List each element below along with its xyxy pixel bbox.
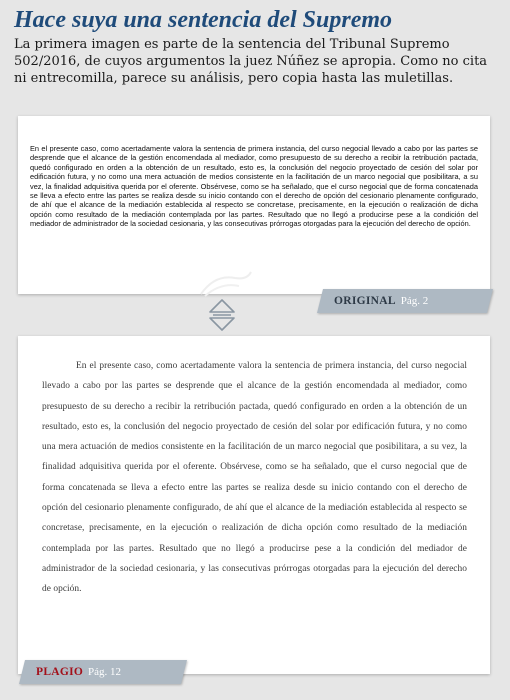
watermark-icon [195,268,255,298]
subheadline [14,36,499,87]
subheadline-line: La primera imagen es parte de la sentencia del Tribunal Supremo [14,37,450,52]
original-tag-page: Pág. 2 [400,295,429,307]
subheadline-line: 502/2016, de cuyos argumentos la juez Núñez se apropia. Como no cita [14,54,488,69]
original-tag-label: ORIGINAL [334,295,396,307]
subheadline-line: ni entrecomilla, parece su análisis, pero copia hasta las muletillas. [14,71,454,86]
plagio-tag-label: PLAGIO [36,666,84,678]
original-paragraph: En el presente caso, como acertadamente valora la sentencia de primera instancia, del curso negocial llevado a cabo por las partes se desprende que el alcance de la gestión encomendada al mediador, como presupuesto de su derecho a recibir la retribución pactada, quedó configurado en orden a la obtención de un resultado, esto es, la conclusión del negocio proyectado de cesión del solar por edificación futura, y no como una mera actuación de medios consistente en la facilitación de un marco negocial que posibilitara, a su vez, la finalidad adquisitiva querida por el oferente. Obsérvese, como se ha señalado, que el curso negocial que de forma concatenada se lleva a efecto entre las partes se realiza desde su inicio contando con el derecho de opción del cesionario plenamente configurado, de ahí que el alcance de la mediación establecida al respecto se concretase, precisamente, en la ejecución o realización de dicha opción como resultado de la mediación contemplada por las partes. Resultado que no llegó a producirse pese a la condición del mediador de administrador de la sociedad cesionaria, y las consecutivas prórrogas otorgadas para la ejecución del derecho de opción. [30,144,478,229]
up-down-arrow-icon [207,298,237,332]
plagio-document [18,336,490,674]
original-tag [317,289,493,313]
plagio-paragraph: En el presente caso, como acertadamente valora la sentencia de primera instancia, del curso negocial llevado a cabo por las partes se desprende que el alcance de la gestión encomendada al mediador, como presupuesto de su derecho a recibir la retribución pactada, quedó configurado en orden a la obtención de un resultado, esto es, la conclusión del negocio proyectado de cesión del solar por edificación futura, y no como una mera actuación de medios consistente en la facilitación de un marco negocial que posibilitara, a su vez, la finalidad adquisitiva querida por el oferente. Obsérvese, como se ha señalado, que el curso negocial que de forma concatenada se lleva a efecto entre las partes se realiza desde su inicio contando con el derecho de opción del cesionario plenamente configurado, de ahí que el alcance de la mediación establecida al respecto se concretase, precisamente, en la ejecución o realización de dicha opción como resultado de la mediación contemplada por las partes. Resultado que no llegó a producirse pese a la condición del mediador de administrador de la sociedad cesionaria, y las consecutivas prórrogas otorgadas para la ejecución del derecho de opción. [42,361,467,595]
headline: Hace suya una sentencia del Supremo [14,7,393,33]
plagio-tag [19,660,187,684]
plagio-tag-page: Pág. 12 [88,666,122,678]
